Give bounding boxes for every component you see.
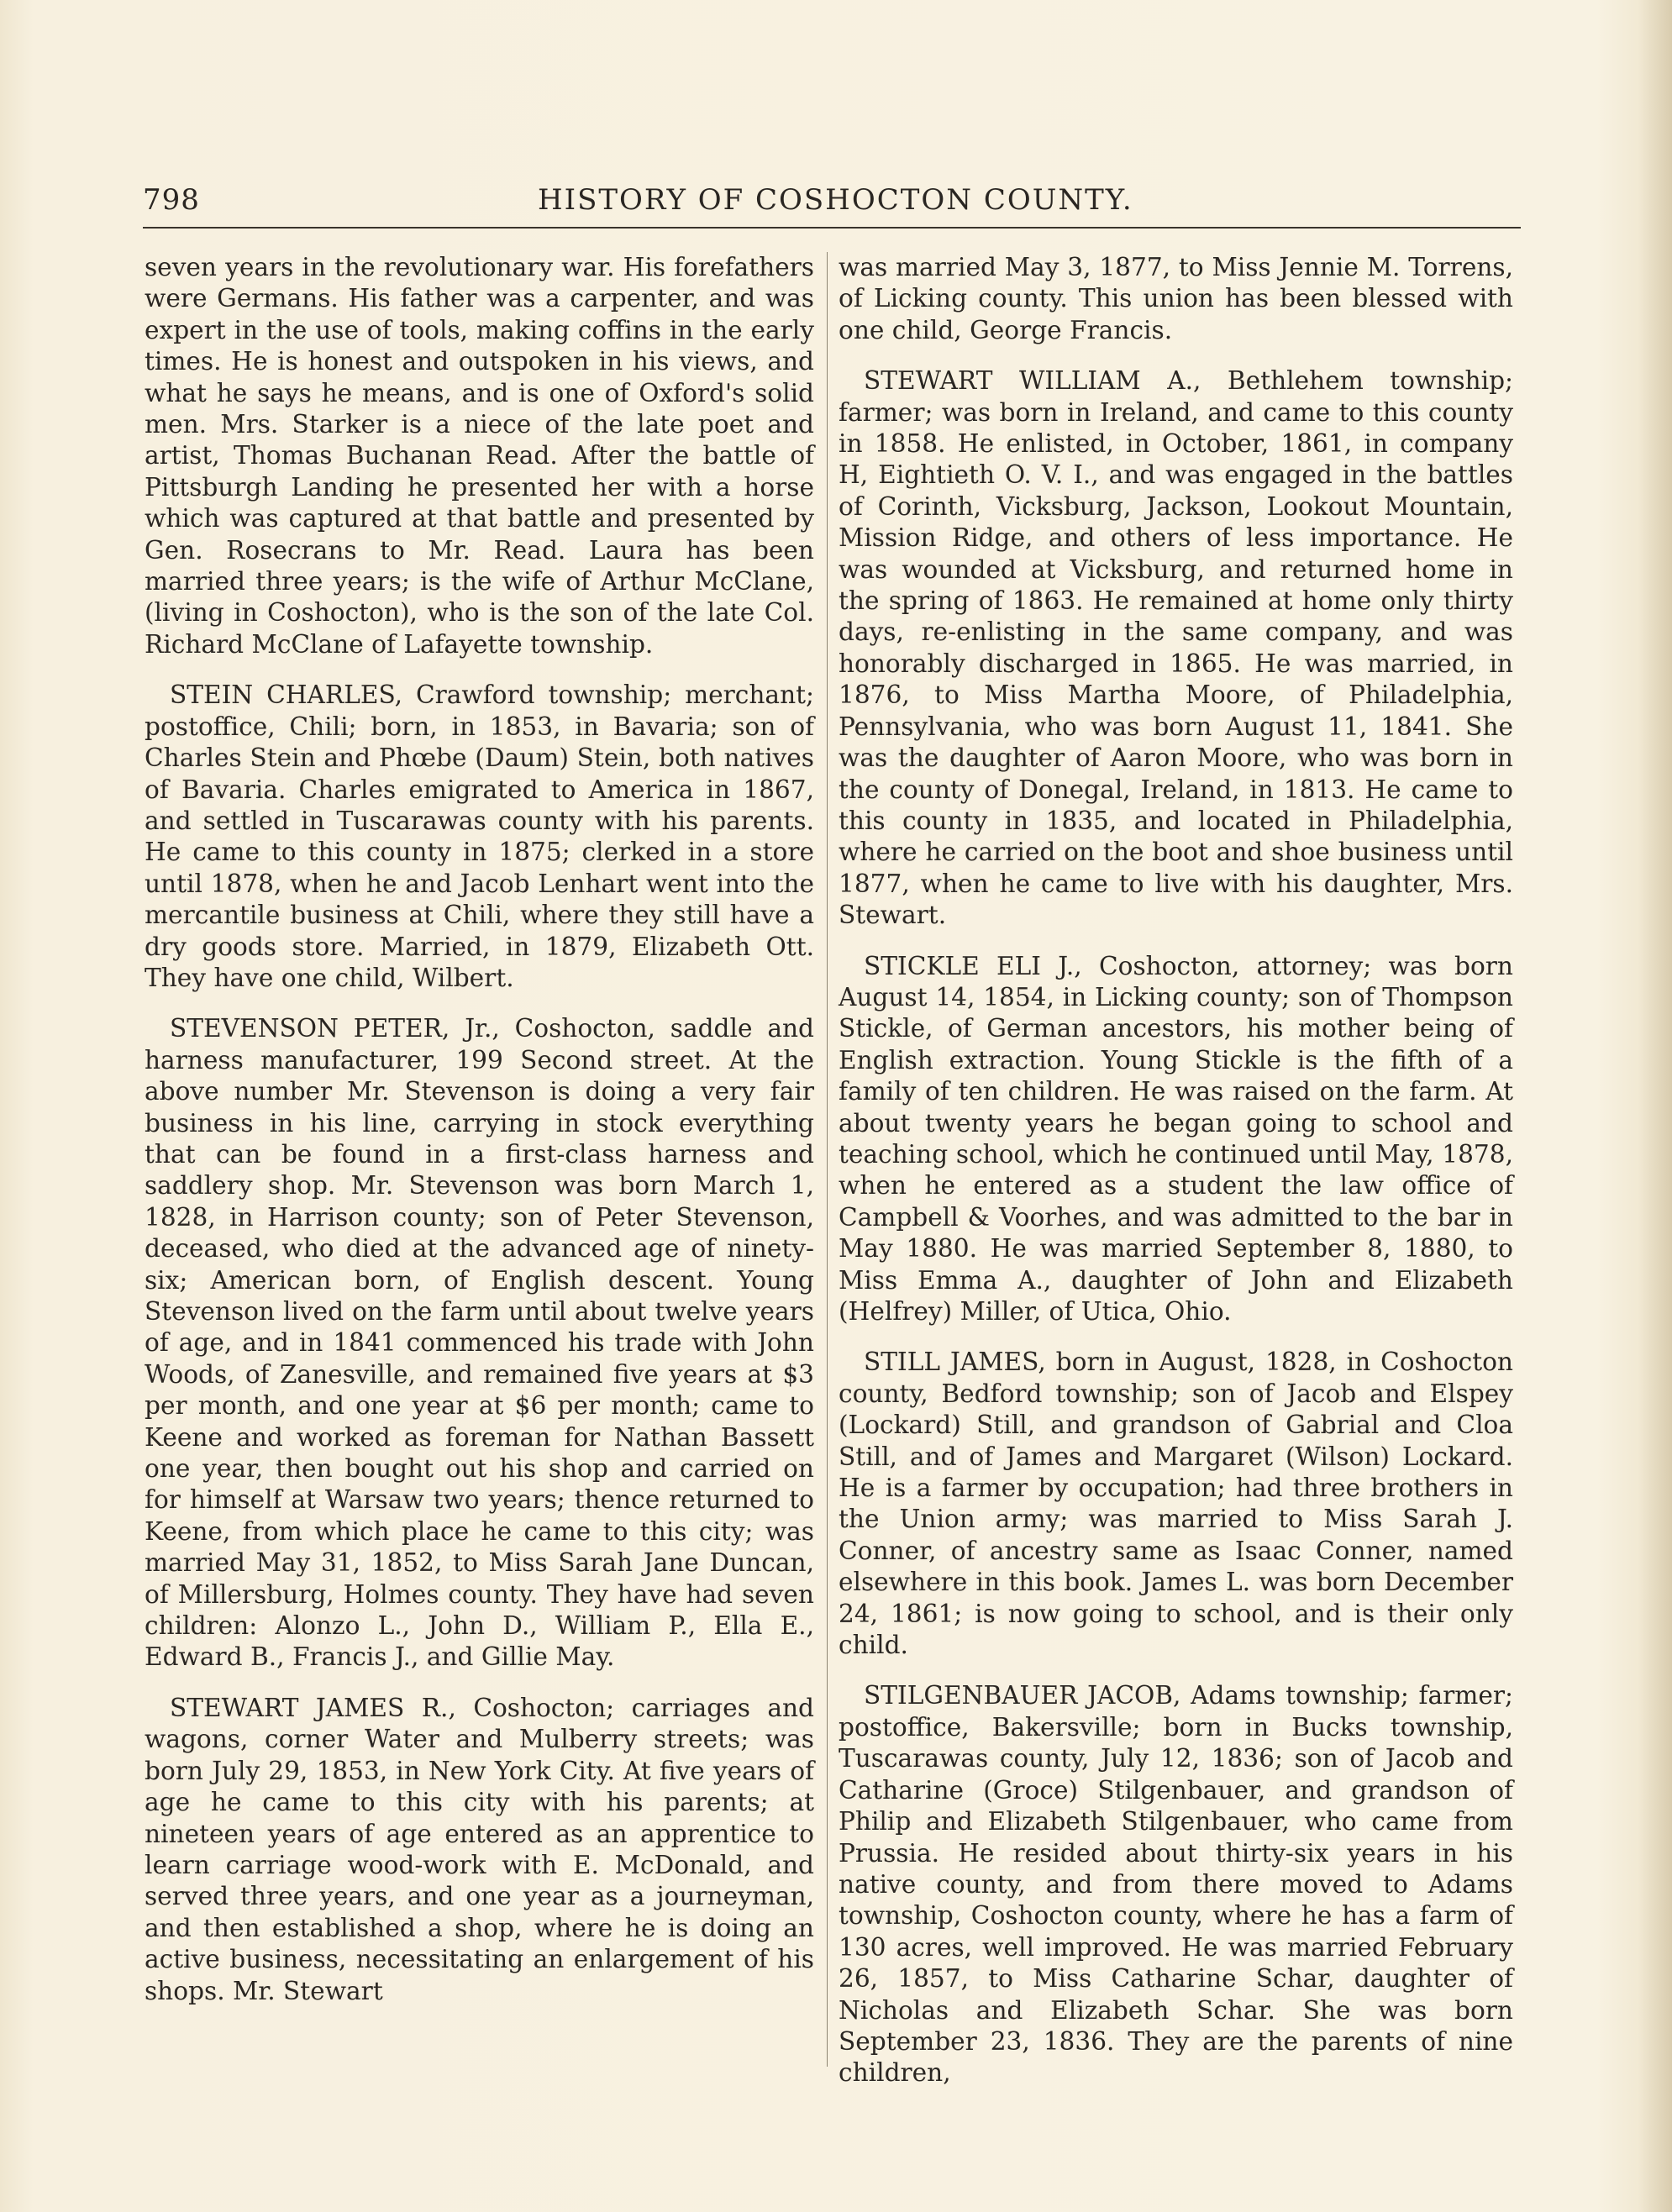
- entry-stein-charles: STEIN CHARLES, Crawford township; merchant; postoffice, Chili; born, in 1853, in Bavaria; son of Charles Stein and Phœbe (Daum) Stein, both natives of Bavaria. Charles emigrated to America in 1867, and settled in Tuscarawas county with his parents. He came to this county in 1875; clerked in a store until 1878, when he and Jacob Lenhart went into the mercantile business at Chili, where they still have a dry goods store. Married, in 1879, Elizabeth Ott. They have one child, Wilbert.: [145, 680, 814, 992]
- entry-stewart-james: STEWART JAMES R., Coshocton; carriages and wagons, corner Water and Mulberry streets; was born July 29, 1853, in New York City. At five years of age he came to this city with his parents; at nineteen years of age entered as an apprentice to learn carriage wood-work with E. McDonald, and served three years, and one year as a journeyman, and then established a shop, where he is doing an active business, necessitating an enlargement of his shops. Mr. Stewart: [145, 1693, 814, 2005]
- right-column: [839, 252, 1513, 2089]
- entry-stickle-eli: STICKLE ELI J., Coshocton, attorney; was born August 14, 1854, in Licking county; son of Thompson Stickle, of German ancestors, his mother being of English extraction. Young Stickle is the fifth of a family of ten children. He was raised on the farm. At about twenty years he began going to school and teaching school, which he continued until May, 1878, when he entered as a student the law office of Campbell & Voorhes, and was admitted to the bar in May 1880. He was married September 8, 1880, to Miss Emma A., daughter of John and Elizabeth (Helfrey) Miller, of Utica, Ohio.: [839, 951, 1513, 1326]
- entry-stilgenbauer-jacob: STILGENBAUER JACOB, Adams township; farmer; postoffice, Bakersville; born in Bucks township, Tuscarawas county, July 12, 1836; son of Jacob and Catharine (Groce) Stilgenbauer, and grandson of Philip and Elizabeth Stilgenbauer, who came from Prussia. He resided about thirty-six years in his native county, and from there moved to Adams township, Coshocton county, where he has a farm of 130 acres, well improved. He was married February 26, 1857, to Miss Catharine Schar, daughter of Nicholas and Elizabeth Schar. She was born September 23, 1836. They are the parents of nine children,: [839, 1681, 1513, 2088]
- header-rule: [143, 227, 1521, 229]
- entry-stewart-william: STEWART WILLIAM A., Bethlehem township; farmer; was born in Ireland, and came to this county in 1858. He enlisted, in October, 1861, in company H, Eightieth O. V. I., and was engaged in the battles of Corinth, Vicksburg, Jackson, Lookout Mountain, Mission Ridge, and others of less importance. He was wounded at Vicksburg, and returned home in the spring of 1863. He remained at home only thirty days, re-enlisting in the same company, and was honorably discharged in 1865. He was married, in 1876, to Miss Martha Moore, of Philadelphia, Pennsylvania, who was born August 11, 1841. She was the daughter of Aaron Moore, who was born in the county of Donegal, Ireland, in 1813. He came to this county in 1835, and located in Philadelphia, where he carried on the boot and shoe business until 1877, when he came to live with his daughter, Mrs. Stewart.: [839, 366, 1513, 930]
- column-divider: [827, 252, 828, 2067]
- page-edge-shadow: [1638, 0, 1672, 2212]
- entry-stevenson-peter: STEVENSON PETER, Jr., Coshocton, saddle and harness manufacturer, 199 Second street. At the above number Mr. Stevenson is doing a very fair business in his line, carrying in stock everything that can be found in a first-class harness and saddlery shop. Mr. Stevenson was born March 1, 1828, in Harrison county; son of Peter Stevenson, deceased, who died at the advanced age of ninety-six; American born, of English descent. Young Stevenson lived on the farm until about twelve years of age, and in 1841 commenced his trade with John Woods, of Zanesville, and remained five years at $3 per month, and one year at $6 per month; came to Keene and worked as foreman for Nathan Bassett one year, then bought out his shop and carried on for himself at Warsaw two years; thence returned to Keene, from which place he came to this city; was married May 31, 1852, to Miss Sarah Jane Duncan, of Millersburg, Holmes county. They have had seven children: Alonzo L., John D., William P., Ella E., Edward B., Francis J., and Gillie May.: [145, 1014, 814, 1672]
- entry-continuation-stewart: was married May 3, 1877, to Miss Jennie M. Torrens, of Licking county. This union has been blessed with one child, George Francis.: [839, 253, 1513, 344]
- entry-continuation-starker: seven years in the revolutionary war. His forefathers were Germans. His father was a carpenter, and was expert in the use of tools, making coffins in the early times. He is honest and outspoken in his views, and what he says he means, and is one of Oxford's solid men. Mrs. Starker is a niece of the late poet and artist, Thomas Buchanan Read. After the battle of Pittsburgh Landing he presented her with a horse which was captured at that battle and presented by Gen. Rosecrans to Mr. Read. Laura has been married three years; is the wife of Arthur McClane, (living in Coshocton), who is the son of the late Col. Richard McClane of Lafayette township.: [145, 253, 814, 659]
- page-number: 798: [143, 183, 200, 217]
- page-header: [143, 183, 1521, 234]
- left-column: [145, 252, 814, 2007]
- running-head-title: HISTORY OF COSHOCTON COUNTY.: [538, 183, 1133, 217]
- entry-still-james: STILL JAMES, born in August, 1828, in Coshocton county, Bedford township; son of Jacob and Elspey (Lockard) Still, and grandson of Gabrial and Cloa Still, and of James and Margaret (Wilson) Lockard. He is a farmer by occupation; had three brothers in the Union army; was married to Miss Sarah J. Conner, of ancestry same as Isaac Conner, named elsewhere in this book. James L. was born December 24, 1861; is now going to school, and is their only child.: [839, 1348, 1513, 1660]
